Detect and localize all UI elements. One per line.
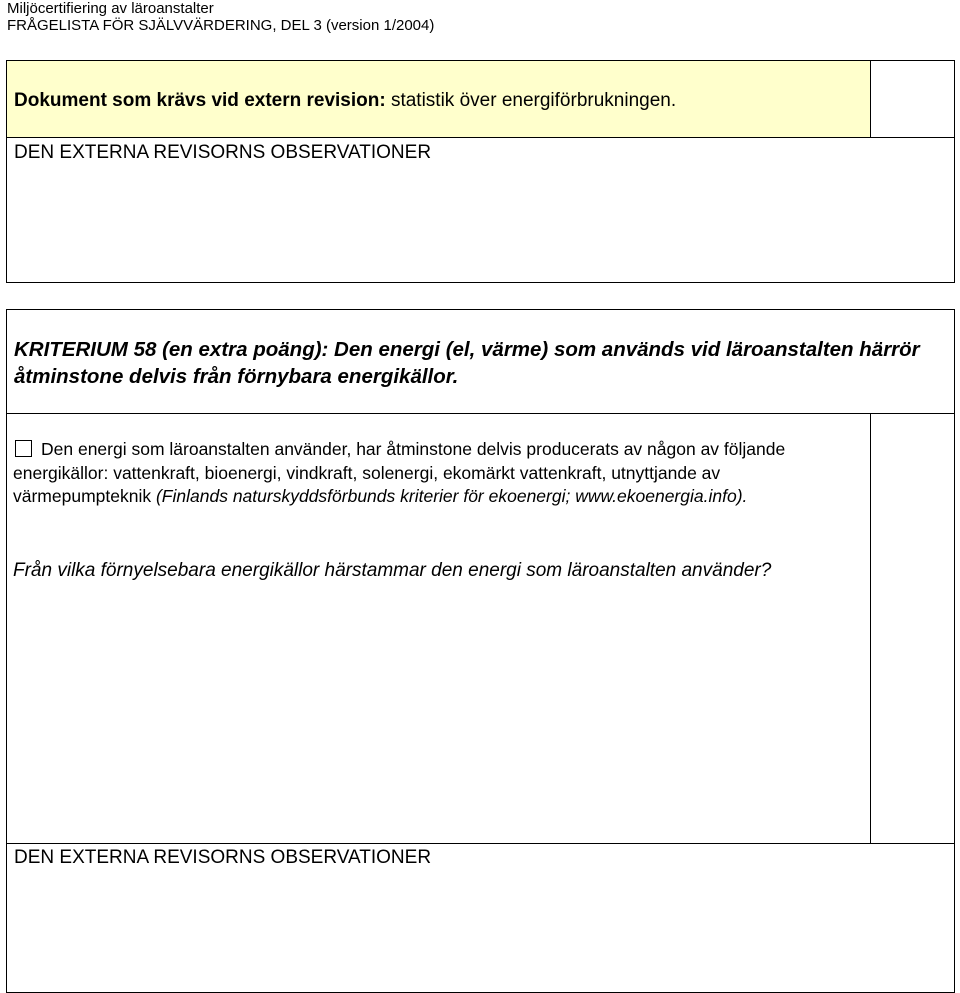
observations-heading-1: DEN EXTERNA REVISORNS OBSERVATIONER bbox=[14, 142, 432, 163]
statement-italic-text: (Finlands naturskyddsförbunds kriterier för ekoenergi; www.ekoenergia.info). bbox=[155, 486, 748, 506]
observations-heading-2: DEN EXTERNA REVISORNS OBSERVATIONER bbox=[14, 847, 432, 868]
statement-normal-text: Den energi som läroanstalten använder, har åtminstone delvis producerats av någon av följande energikällor: vattenkraft, bioenergi, vindkraft, solenergi, ekomärkt vattenkraft, utnyttjande av värmepumpteknik bbox=[13, 439, 786, 506]
answer-side-cell bbox=[870, 413, 955, 844]
docs-required-value: statistik över energiförbrukningen. bbox=[385, 90, 677, 111]
docs-required-text bbox=[14, 89, 676, 113]
docs-required-label: Dokument som krävs vid extern revision: bbox=[14, 90, 386, 111]
question-text: Från vilka förnyelsebara energikällor härstammar den energi som läroanstalten använder? bbox=[13, 560, 772, 581]
document-subtitle: FRÅGELISTA FÖR SJÄLVVÄRDERING, DEL 3 (version 1/2004) bbox=[7, 17, 435, 34]
statement-text bbox=[13, 438, 863, 509]
criterion-title: KRITERIUM 58 (en extra poäng): Den energi (el, värme) som används vid läroanstalten härrör åtminstone delvis från förnybara energikällor. bbox=[14, 338, 920, 388]
document-title: Miljöcertifiering av läroanstalter bbox=[7, 0, 214, 17]
statement-checkbox[interactable] bbox=[15, 440, 32, 457]
docs-required-side-cell bbox=[870, 60, 955, 138]
